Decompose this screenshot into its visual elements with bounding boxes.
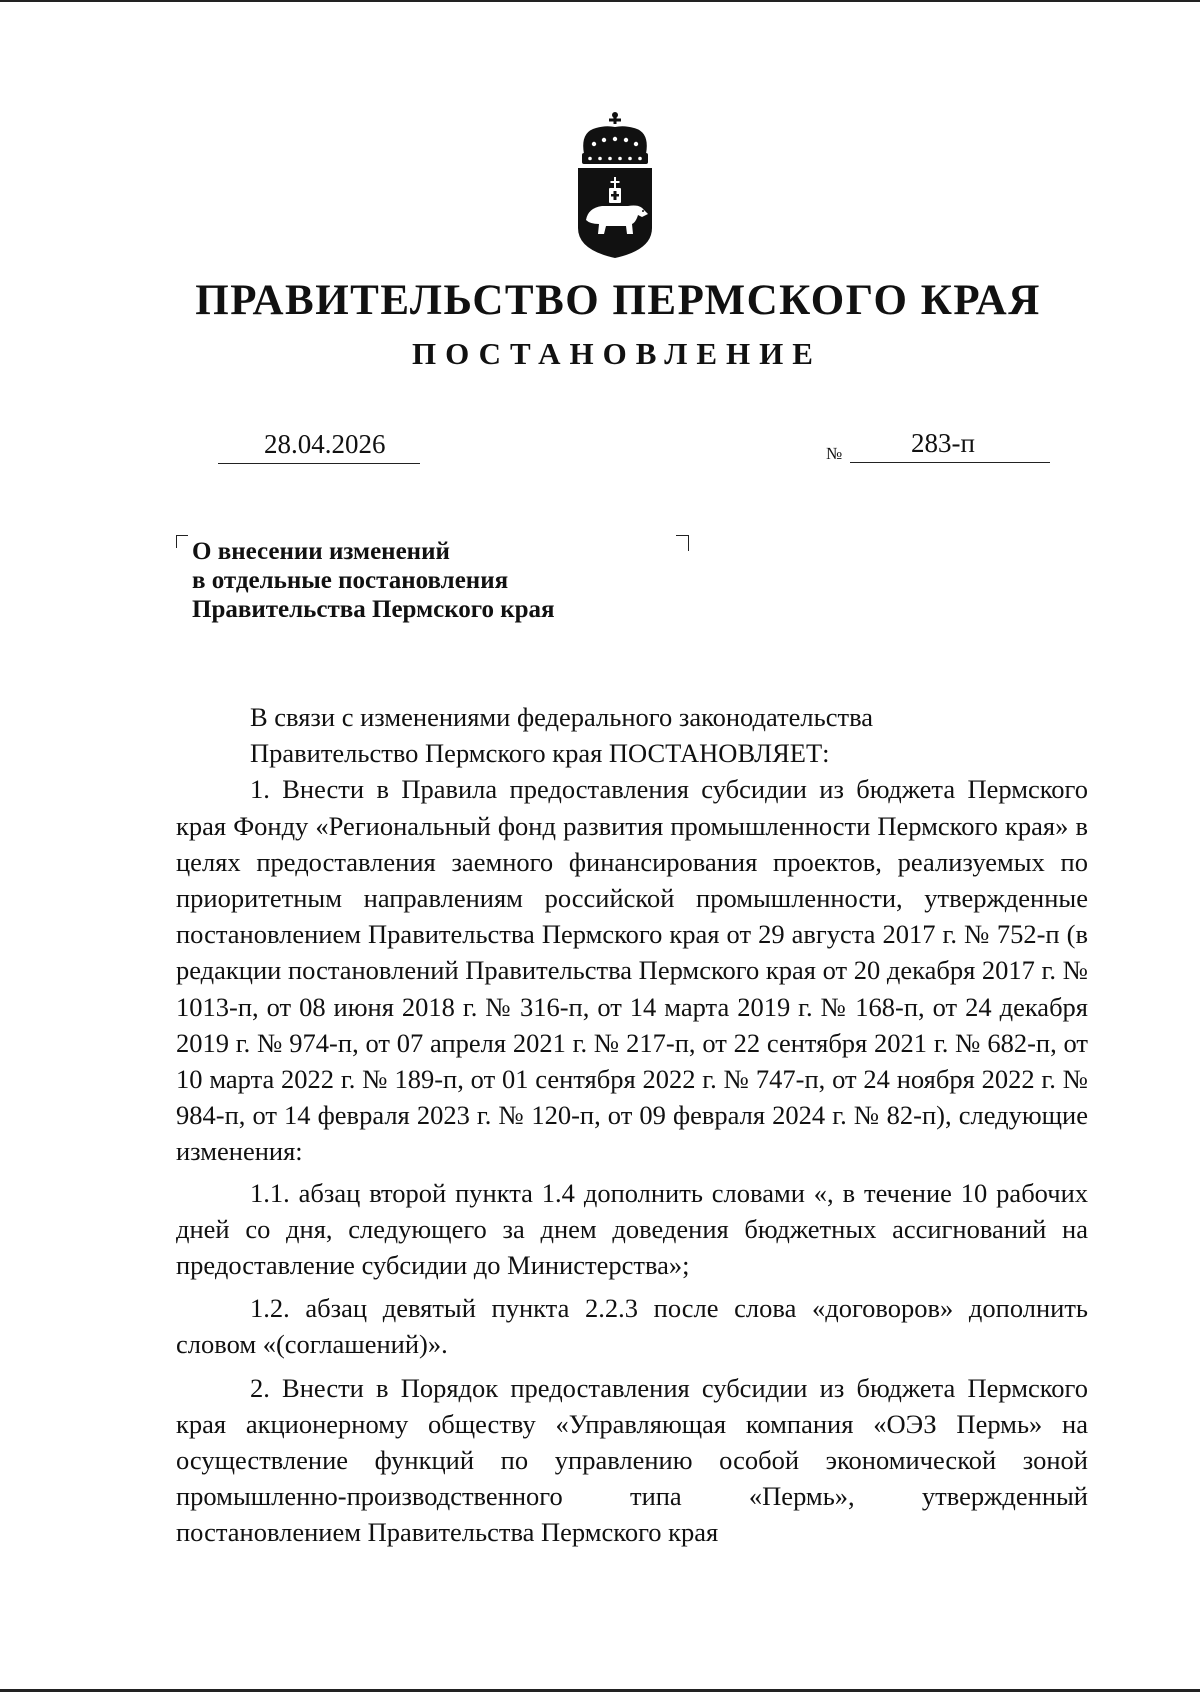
- body-paragraph: В связи с изменениями федерального законодательства: [250, 702, 874, 732]
- subject-line: Правительства Пермского края: [192, 596, 555, 623]
- document-subject: [192, 537, 662, 624]
- government-title: ПРАВИТЕЛЬСТВО ПЕРМСКОГО КРАЯ: [195, 277, 1041, 324]
- body-paragraph: Правительство Пермского края ПОСТАНОВЛЯЕТ:: [250, 738, 830, 769]
- subject-right-corner-mark: [676, 535, 689, 551]
- document-body: [176, 699, 1088, 1551]
- date-field: [218, 425, 420, 464]
- body-paragraph: 2. Внести в Порядок предоставления субсидии из бюджета Пермского края акционерному обществу «Управляющая компания «ОЭЗ Пермь» на осуществление функций по управлению особой экономической зоной промышленно-производственного типа «Пермь», утвержденный постановлением Правительства Пермского края: [176, 1372, 1088, 1548]
- subject-line: О внесении изменений: [192, 538, 450, 565]
- body-paragraph: 1.1. абзац второй пункта 1.4 дополнить словами «, в течение 10 рабочих дней со дня, следующего за днем доведения бюджетных ассигнований на предоставление субсидии до Министерства»;: [176, 1177, 1088, 1281]
- body-paragraph: 1.2. абзац девятый пункта 2.2.3 после слова «договоров» дополнить словом «(соглашений)».: [176, 1293, 1088, 1360]
- body-paragraph: 1. Внести в Правила предоставления субсидии из бюджета Пермского края Фонду «Региональный фонд развития промышленности Пермского края» в целях предоставления заемного финансирования проектов, реализуемых по приоритетным направлениям российской промышленности, утвержденные постановлением Правительства Пермского края от 29 августа 2017 г. № 752-п (в редакции постановлений Правительства Пермского края от 20 декабря 2017 г. № 1013-п, от 08 июня 2018 г. № 316-п, от 14 марта 2019 г. № 168-п, от 24 декабря 2019 г. № 974-п, от 07 апреля 2021 г. № 217-п, от 22 сентября 2021 г. № 682-п, от 10 марта 2022 г. № 189-п, от 01 сентября 2022 г. № 747-п, от 24 ноября 2022 г. № 984-п, от 14 февраля 2023 г. № 120-п, от 09 февраля 2024 г. № 82-п), следующие изменения:: [176, 774, 1088, 1167]
- document-type-heading: ПОСТАНОВЛЕНИЕ: [412, 336, 822, 371]
- number-sign: №: [826, 444, 843, 463]
- subject-line: в отдельные постановления: [192, 567, 509, 594]
- scan-top-border: [0, 0, 1200, 2]
- subject-left-corner-mark: [176, 535, 188, 548]
- document-number: 283-п: [911, 428, 975, 458]
- perm-krai-coat-of-arms-icon: [570, 110, 660, 260]
- document-date: 28.04.2026: [264, 429, 386, 459]
- number-field: [850, 424, 1050, 463]
